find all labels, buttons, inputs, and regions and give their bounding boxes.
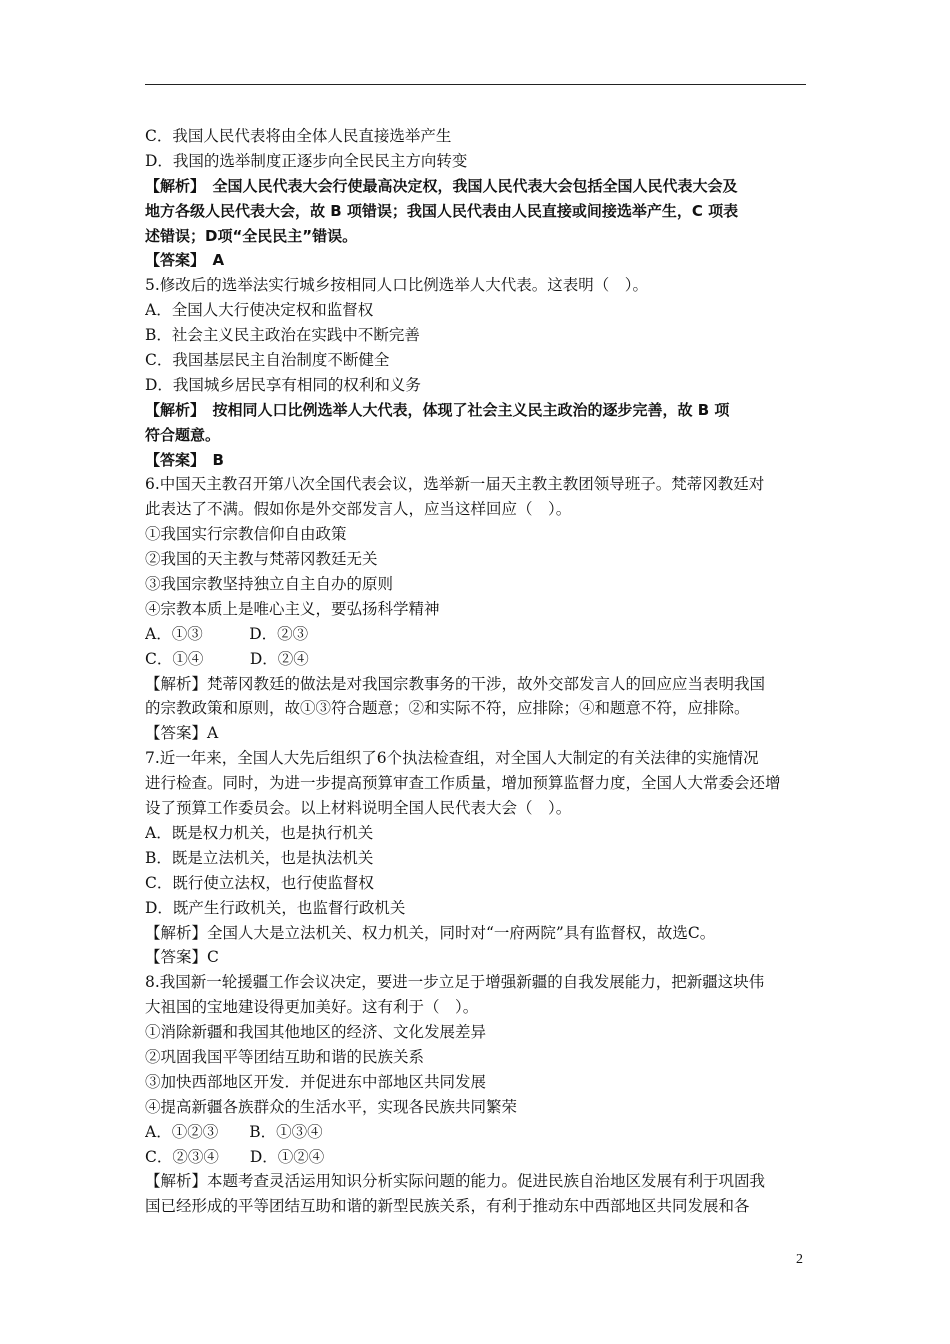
text-line: ④宗教本质上是唯心主义，要弘扬科学精神 — [145, 599, 440, 618]
text-line: 国已经形成的平等团结互助和谐的新型民族关系，有利于推动东中西部地区共同发展和各 — [145, 1197, 750, 1216]
text-line: 6.中国天主教召开第八次全国代表会议，选举新一届天主教主教团领导班子。梵蒂冈教廷对 — [145, 475, 765, 494]
text-line: 【答案】 A — [145, 251, 225, 270]
text-line: C．①④ D．②④ — [145, 649, 309, 668]
text-line: 符合题意。 — [145, 425, 221, 444]
text-line: 【解析】梵蒂冈教廷的做法是对我国宗教事务的干涉，故外交部发言人的回应应当表明我国 — [145, 674, 766, 693]
text-line: 地方各级人民代表大会，故 B 项错误；我国人民代表由人民直接或间接选举产生，C 项表 — [145, 201, 739, 220]
text-line: C．②③④ D．①②④ — [145, 1147, 325, 1166]
header-rule — [145, 84, 806, 85]
text-line: D．我国城乡居民享有相同的权利和义务 — [145, 375, 421, 394]
text-line: 设了预算工作委员会。以上材料说明全国人民代表大会（ ）。 — [145, 799, 572, 818]
text-line: 【解析】 全国人民代表大会行使最高决定权，我国人民代表大会包括全国人民代表大会及 — [145, 176, 738, 195]
text-line: ③加快西部地区开发．并促进东中部地区共同发展 — [145, 1072, 487, 1091]
text-line: 8.我国新一轮援疆工作会议决定，要进一步立足于增强新疆的自我发展能力，把新疆这块伟 — [145, 973, 765, 992]
text-line: 【解析】全国人大是立法机关、权力机关，同时对“一府两院”具有监督权，故选C。 — [145, 923, 716, 942]
text-line: ③我国宗教坚持独立自主自办的原则 — [145, 575, 394, 594]
text-line: A．全国人大行使决定权和监督权 — [145, 301, 374, 320]
text-line: 【解析】本题考查灵活运用知识分析实际问题的能力。促进民族自治地区发展有利于巩固我 — [145, 1172, 766, 1191]
text-line: 【答案】C — [145, 948, 219, 967]
text-line: ②我国的天主教与梵蒂冈教廷无关 — [145, 550, 378, 569]
text-line: A．①③ D．②③ — [145, 624, 309, 643]
text-line: ①消除新疆和我国其他地区的经济、文化发展差异 — [145, 1023, 487, 1042]
text-line: 进行检查。同时，为进一步提高预算审查工作质量，增加预算监督力度，全国人大常委会还增 — [145, 774, 781, 793]
text-line: 【答案】A — [145, 724, 219, 743]
text-line: 的宗教政策和原则，故①③符合题意；②和实际不符，应排除；④和题意不符，应排除。 — [145, 699, 750, 718]
text-line: C．我国基层民主自治制度不断健全 — [145, 351, 390, 370]
text-line: 【答案】 B — [145, 450, 224, 469]
text-line: 5.修改后的选举法实行城乡按相同人口比例选举人大代表。这表明（ ）。 — [145, 276, 649, 295]
text-line: 述错误；D项“全民民主”错误。 — [145, 226, 358, 245]
text-line: A．既是权力机关，也是执行机关 — [145, 823, 374, 842]
text-line: 【解析】 按相同人口比例选举人大代表，体现了社会主义民主政治的逐步完善，故 B 项 — [145, 400, 730, 419]
text-line: ①我国实行宗教信仰自由政策 — [145, 525, 347, 544]
text-line: 7.近一年来，全国人大先后组织了6个执法检查组，对全国人大制定的有关法律的实施情况 — [145, 749, 759, 768]
text-line: C．既行使立法权，也行使监督权 — [145, 873, 374, 892]
text-line: D．既产生行政机关，也监督行政机关 — [145, 898, 406, 917]
text-line: A．①②③ B．①③④ — [145, 1122, 323, 1141]
text-line: 大祖国的宝地建设得更加美好。这有利于（ ）。 — [145, 998, 479, 1017]
document-body — [145, 124, 810, 1219]
text-line: ④提高新疆各族群众的生活水平，实现各民族共同繁荣 — [145, 1097, 518, 1116]
text-line: D．我国的选举制度正逐步向全民民主方向转变 — [145, 151, 468, 170]
text-line: B．既是立法机关，也是执法机关 — [145, 848, 374, 867]
text-line: 此表达了不满。假如你是外交部发言人，应当这样回应（ ）。 — [145, 500, 572, 519]
text-line: ②巩固我国平等团结互助和谐的民族关系 — [145, 1047, 425, 1066]
text-line: C．我国人民代表将由全体人民直接选举产生 — [145, 127, 452, 145]
text-line: B．社会主义民主政治在实践中不断完善 — [145, 326, 420, 345]
page-number: 2 — [796, 1252, 803, 1267]
